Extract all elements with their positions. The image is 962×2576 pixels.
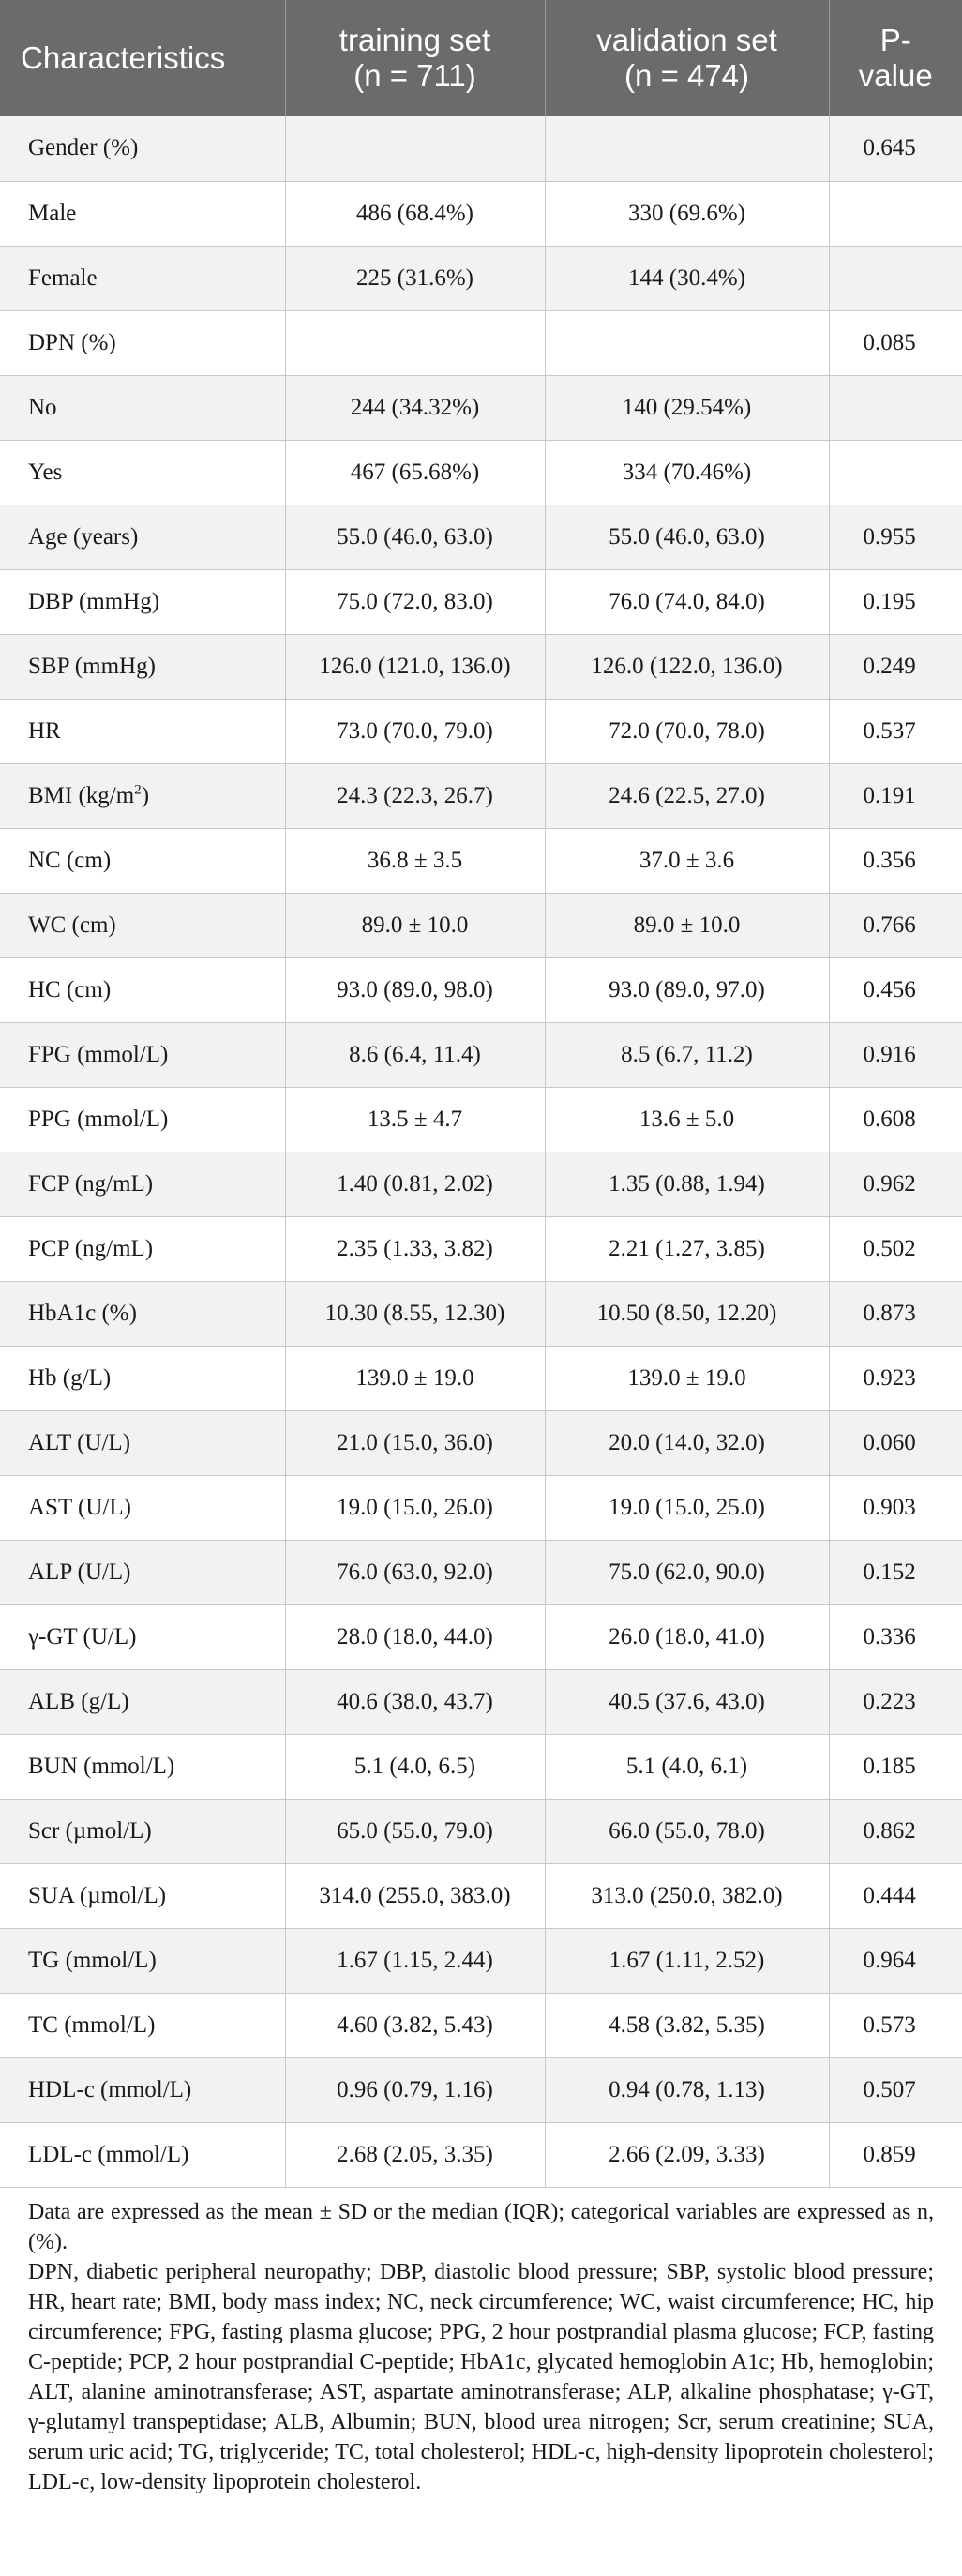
cell-training-value — [285, 1734, 545, 1799]
cell-p-value-text: 0.537 — [863, 717, 916, 744]
cell-validation-value-text: 4.58 (3.82, 5.35) — [609, 2011, 765, 2038]
cell-validation-value — [545, 1475, 829, 1540]
cell-characteristic — [0, 310, 285, 375]
cell-p-value — [829, 1540, 962, 1604]
table-row — [0, 1604, 962, 1669]
cell-p-value — [829, 1346, 962, 1410]
cell-p-value — [829, 1799, 962, 1863]
cell-characteristic — [0, 1475, 285, 1540]
cell-validation-value-text: 5.1 (4.0, 6.1) — [625, 1753, 748, 1779]
cell-characteristic-text: Hb (g/L) — [28, 1364, 112, 1391]
cell-characteristic-text: BUN (mmol/L) — [28, 1753, 175, 1779]
cell-training-value — [285, 634, 545, 699]
cell-p-value — [829, 1604, 962, 1669]
cell-training-value — [285, 1475, 545, 1540]
cell-characteristic-text: Female — [28, 264, 98, 291]
cell-validation-value — [545, 1993, 829, 2057]
cell-training-value-text: 1.67 (1.15, 2.44) — [337, 1947, 493, 1973]
cell-training-value-text: 4.60 (3.82, 5.43) — [337, 2011, 493, 2038]
cell-characteristic-text: HDL-c (mmol/L) — [28, 2076, 192, 2102]
cell-characteristic-text: ALT (U/L) — [28, 1429, 131, 1455]
table-row — [0, 1540, 962, 1604]
table-row — [0, 2057, 962, 2122]
cell-validation-value-text: 140 (29.54%) — [622, 394, 752, 420]
cell-p-value — [829, 893, 962, 957]
cell-validation-value — [545, 1928, 829, 1993]
cell-characteristic-text: HC (cm) — [28, 976, 112, 1002]
cell-training-value — [285, 1410, 545, 1475]
cell-p-value-text: 0.962 — [863, 1170, 916, 1197]
cell-characteristic-text: γ-GT (U/L) — [28, 1623, 137, 1650]
cell-characteristic-text: HR — [28, 717, 61, 744]
cell-training-value — [285, 893, 545, 957]
cell-p-value — [829, 828, 962, 893]
cell-training-value-text: 5.1 (4.0, 6.5) — [353, 1753, 476, 1779]
cell-p-value — [829, 1022, 962, 1087]
cell-validation-value-text: 20.0 (14.0, 32.0) — [609, 1429, 765, 1455]
table-row — [0, 1216, 962, 1281]
cell-characteristic-text: TC (mmol/L) — [28, 2011, 156, 2038]
cell-training-value — [285, 181, 545, 246]
table-row — [0, 1928, 962, 1993]
cell-training-value-text: 1.40 (0.81, 2.02) — [337, 1170, 493, 1197]
cell-p-value — [829, 246, 962, 310]
cell-validation-value-text: 40.5 (37.6, 43.0) — [609, 1688, 765, 1714]
cell-characteristic — [0, 1410, 285, 1475]
cell-training-value — [285, 116, 545, 181]
cell-characteristic — [0, 1152, 285, 1216]
cell-training-value-text: 36.8 ± 3.5 — [367, 847, 463, 873]
cell-characteristic — [0, 1022, 285, 1087]
cell-p-value — [829, 2122, 962, 2187]
cell-validation-value — [545, 893, 829, 957]
cell-training-value — [285, 699, 545, 763]
cell-p-value — [829, 1669, 962, 1734]
cell-training-value-text: 139.0 ± 19.0 — [355, 1364, 474, 1391]
cell-validation-value-text: 334 (70.46%) — [622, 459, 752, 485]
cell-characteristic — [0, 1087, 285, 1152]
cell-validation-value — [545, 1022, 829, 1087]
cell-validation-value — [545, 828, 829, 893]
table-footnotes — [0, 2188, 962, 2497]
table-row — [0, 828, 962, 893]
cell-p-value — [829, 634, 962, 699]
cell-characteristic-text: WC (cm) — [28, 911, 116, 938]
table-row — [0, 1346, 962, 1410]
table-body — [0, 116, 962, 2187]
table-row — [0, 246, 962, 310]
cell-validation-value-text: 19.0 (15.0, 25.0) — [609, 1494, 765, 1520]
table-row — [0, 1152, 962, 1216]
table-row — [0, 2122, 962, 2187]
cell-characteristic — [0, 763, 285, 828]
cell-validation-value — [545, 957, 829, 1022]
cell-p-value-text: 0.195 — [863, 588, 916, 614]
cell-training-value-text: 2.68 (2.05, 3.35) — [337, 2141, 493, 2167]
cell-training-value — [285, 1022, 545, 1087]
cell-training-value-text: 486 (68.4%) — [356, 200, 473, 226]
cell-validation-value — [545, 1346, 829, 1410]
cell-validation-value-text: 37.0 ± 3.6 — [639, 847, 735, 873]
abbreviations-note: DPN, diabetic peripheral neuropathy; DBP, diastolic blood pressure; SBP, systolic blood pressure; HR, heart rate; BMI, body mass index; NC, neck circumference; WC, waist circumference; HC, hip circumference; FPG, fasting plasma glucose; PPG, 2 hour postprandial plasma glucose; FCP, fasting C-peptide; PCP, 2 hour postprandial C-peptide; HbA1c, glycated hemoglobin A1c; Hb, hemoglobin; ALT, alanine aminotransferase; AST, aspartate aminotransferase; ALP, alkaline phosphatase; γ-GT, γ-glutamyl transpeptidase; ALB, Albumin; BUN, blood urea nitrogen; Scr, serum creatinine; SUA, serum uric acid; TG, triglyceride; TC, total cholesterol; HDL-c, high-density lipoprotein cholesterol; LDL-c, low-density lipoprotein cholesterol. — [28, 2259, 934, 2494]
cell-training-value — [285, 246, 545, 310]
cell-characteristic-text: Gender (%) — [28, 135, 139, 161]
unit-suffix: ) — [141, 782, 150, 808]
table-row — [0, 957, 962, 1022]
table-row — [0, 1087, 962, 1152]
cell-p-value — [829, 181, 962, 246]
table-row — [0, 440, 962, 505]
cell-training-value — [285, 2057, 545, 2122]
cell-p-value-text: 0.191 — [863, 782, 916, 808]
cell-validation-value-text: 89.0 ± 10.0 — [633, 911, 741, 938]
cell-characteristic — [0, 1799, 285, 1863]
cell-training-value-text: 10.30 (8.55, 12.30) — [324, 1300, 505, 1326]
table-row — [0, 1993, 962, 2057]
table-row — [0, 310, 962, 375]
cell-training-value-text: 126.0 (121.0, 136.0) — [319, 653, 511, 679]
cell-p-value-text: 0.356 — [863, 847, 916, 873]
cell-validation-value — [545, 116, 829, 181]
cell-characteristic-text: LDL-c (mmol/L) — [28, 2141, 189, 2167]
cell-characteristic-text: FPG (mmol/L) — [28, 1041, 169, 1067]
cell-p-value-text: 0.456 — [863, 976, 916, 1002]
cell-validation-value — [545, 763, 829, 828]
cell-p-value-text: 0.955 — [863, 523, 916, 550]
cell-characteristic — [0, 569, 285, 634]
cell-p-value — [829, 2057, 962, 2122]
cell-validation-value-text: 10.50 (8.50, 12.20) — [596, 1300, 777, 1326]
cell-characteristic — [0, 2122, 285, 2187]
cell-p-value — [829, 1863, 962, 1928]
cell-training-value-text: 225 (31.6%) — [356, 264, 473, 291]
cell-training-value — [285, 1216, 545, 1281]
cell-validation-value — [545, 246, 829, 310]
cell-p-value — [829, 957, 962, 1022]
header-p-value-text: P- value — [858, 23, 933, 93]
cell-p-value-text: 0.507 — [863, 2076, 916, 2102]
cell-training-value — [285, 1993, 545, 2057]
cell-characteristic — [0, 440, 285, 505]
cell-p-value — [829, 763, 962, 828]
table-row — [0, 375, 962, 440]
cell-training-value — [285, 1669, 545, 1734]
cell-characteristic — [0, 1734, 285, 1799]
cell-validation-value-text: 26.0 (18.0, 41.0) — [609, 1623, 765, 1650]
cell-validation-value-text: 13.6 ± 5.0 — [639, 1106, 735, 1132]
cell-characteristic — [0, 116, 285, 181]
cell-p-value — [829, 1475, 962, 1540]
cell-training-value-text: 0.96 (0.79, 1.16) — [337, 2076, 493, 2102]
cell-training-value — [285, 375, 545, 440]
cell-validation-value — [545, 440, 829, 505]
cell-training-value-text: 73.0 (70.0, 79.0) — [337, 717, 493, 744]
cell-validation-value — [545, 1087, 829, 1152]
cell-training-value — [285, 1863, 545, 1928]
cell-characteristic-text: TG (mmol/L) — [28, 1947, 157, 1973]
cell-p-value-text: 0.573 — [863, 2011, 916, 2038]
cell-training-value-text: 75.0 (72.0, 83.0) — [337, 588, 493, 614]
cell-p-value — [829, 440, 962, 505]
cell-characteristic — [0, 1993, 285, 2057]
cell-validation-value-text: 0.94 (0.78, 1.13) — [609, 2076, 765, 2102]
header-training-set-text: training set (n = 711) — [338, 23, 491, 93]
cell-training-value — [285, 1799, 545, 1863]
cell-training-value — [285, 1604, 545, 1669]
cell-validation-value — [545, 2057, 829, 2122]
cell-p-value — [829, 1216, 962, 1281]
cell-p-value-text: 0.085 — [863, 329, 916, 355]
cell-characteristic — [0, 505, 285, 569]
table-row — [0, 1281, 962, 1346]
cell-validation-value-text: 75.0 (62.0, 90.0) — [609, 1559, 765, 1585]
cell-validation-value-text: 330 (69.6%) — [628, 200, 745, 226]
cell-validation-value — [545, 1604, 829, 1669]
cell-training-value — [285, 440, 545, 505]
cell-validation-value-text: 72.0 (70.0, 78.0) — [609, 717, 765, 744]
cell-p-value — [829, 505, 962, 569]
cell-p-value-text: 0.766 — [863, 911, 916, 938]
cell-p-value — [829, 116, 962, 181]
cell-characteristic-text: No — [28, 394, 57, 420]
cell-p-value-text: 0.964 — [863, 1947, 916, 1973]
cell-training-value-text: 467 (65.68%) — [350, 459, 480, 485]
cell-validation-value-text: 1.35 (0.88, 1.94) — [609, 1170, 765, 1197]
cell-training-value — [285, 1540, 545, 1604]
table-row — [0, 1410, 962, 1475]
cell-characteristic — [0, 1928, 285, 1993]
cell-validation-value — [545, 1863, 829, 1928]
cell-training-value-text: 13.5 ± 4.7 — [367, 1106, 463, 1132]
cell-training-value — [285, 828, 545, 893]
cell-training-value — [285, 1928, 545, 1993]
cell-p-value — [829, 1152, 962, 1216]
cell-characteristic-text: ALP (U/L) — [28, 1559, 131, 1585]
cell-characteristic-text: Scr (µmol/L) — [28, 1817, 152, 1844]
cell-training-value-text: 21.0 (15.0, 36.0) — [337, 1429, 493, 1455]
cell-characteristic-text: SBP (mmHg) — [28, 653, 156, 679]
cell-validation-value — [545, 1281, 829, 1346]
cell-characteristic-text: AST (U/L) — [28, 1494, 131, 1520]
cell-validation-value-text: 24.6 (22.5, 27.0) — [609, 782, 765, 808]
cell-training-value — [285, 1152, 545, 1216]
cell-p-value-text: 0.223 — [863, 1688, 916, 1714]
cell-p-value — [829, 1087, 962, 1152]
cell-validation-value-text: 126.0 (122.0, 136.0) — [591, 653, 783, 679]
cell-validation-value-text: 2.21 (1.27, 3.85) — [609, 1235, 765, 1261]
cell-p-value — [829, 375, 962, 440]
cell-characteristic — [0, 1216, 285, 1281]
cell-training-value-text: 65.0 (55.0, 79.0) — [337, 1817, 493, 1844]
cell-p-value-text: 0.502 — [863, 1235, 916, 1261]
cell-training-value — [285, 505, 545, 569]
table-row — [0, 699, 962, 763]
cell-training-value-text: 314.0 (255.0, 383.0) — [319, 1882, 511, 1908]
cell-validation-value-text: 8.5 (6.7, 11.2) — [621, 1041, 753, 1067]
cell-characteristic — [0, 1281, 285, 1346]
cell-characteristic-text: PCP (ng/mL) — [28, 1235, 154, 1261]
header-p-value — [829, 0, 962, 116]
cell-p-value — [829, 569, 962, 634]
cell-characteristic — [0, 1863, 285, 1928]
table-row — [0, 893, 962, 957]
cell-characteristic-text: ALB (g/L) — [28, 1688, 129, 1714]
data-expression-note: Data are expressed as the mean ± SD or the median (IQR); categorical variables are expressed as n, (%). — [28, 2199, 934, 2254]
cell-validation-value — [545, 375, 829, 440]
cell-training-value-text: 244 (34.32%) — [350, 394, 480, 420]
cell-validation-value — [545, 310, 829, 375]
cell-training-value-text: 24.3 (22.3, 26.7) — [337, 782, 493, 808]
cell-validation-value-text: 66.0 (55.0, 78.0) — [609, 1817, 765, 1844]
cell-validation-value — [545, 505, 829, 569]
cell-characteristic-text: FCP (ng/mL) — [28, 1170, 154, 1197]
cell-training-value-text: 2.35 (1.33, 3.82) — [337, 1235, 493, 1261]
cell-characteristic — [0, 1540, 285, 1604]
cell-characteristic-text: HbA1c (%) — [28, 1300, 137, 1326]
cell-characteristic-text: DBP (mmHg) — [28, 588, 160, 614]
cell-p-value — [829, 1993, 962, 2057]
cell-p-value — [829, 1734, 962, 1799]
cell-p-value-text: 0.336 — [863, 1623, 916, 1650]
cell-training-value-text: 93.0 (89.0, 98.0) — [337, 976, 493, 1002]
cell-p-value-text: 0.903 — [863, 1494, 916, 1520]
cell-validation-value-text: 144 (30.4%) — [628, 264, 745, 291]
cell-characteristic — [0, 1346, 285, 1410]
cell-p-value-text: 0.923 — [863, 1364, 916, 1391]
cell-training-value — [285, 1087, 545, 1152]
table-row — [0, 569, 962, 634]
cell-training-value — [285, 1281, 545, 1346]
cell-training-value — [285, 1346, 545, 1410]
cell-validation-value — [545, 1152, 829, 1216]
table-row — [0, 763, 962, 828]
cell-p-value — [829, 1410, 962, 1475]
cell-p-value-text: 0.185 — [863, 1753, 916, 1779]
cell-characteristic — [0, 375, 285, 440]
cell-characteristic-text: NC (cm) — [28, 847, 112, 873]
cell-validation-value-text: 139.0 ± 19.0 — [627, 1364, 746, 1391]
cell-characteristic — [0, 1604, 285, 1669]
cell-p-value-text: 0.249 — [863, 653, 916, 679]
cell-p-value-text: 0.152 — [863, 1559, 916, 1585]
cell-validation-value — [545, 569, 829, 634]
cell-p-value-text: 0.060 — [863, 1429, 916, 1455]
cell-characteristic — [0, 2057, 285, 2122]
cell-validation-value — [545, 1216, 829, 1281]
table-row — [0, 1475, 962, 1540]
cell-characteristic — [0, 246, 285, 310]
cell-validation-value-text: 313.0 (250.0, 382.0) — [591, 1882, 783, 1908]
cell-characteristic-text: Male — [28, 200, 77, 226]
header-training-set — [285, 0, 545, 116]
cell-training-value-text: 8.6 (6.4, 11.4) — [349, 1041, 481, 1067]
table-row — [0, 181, 962, 246]
table-row — [0, 1799, 962, 1863]
table-row — [0, 1734, 962, 1799]
cell-training-value — [285, 569, 545, 634]
cell-characteristic-text: BMI (kg/m — [28, 782, 135, 808]
table-row — [0, 1669, 962, 1734]
cell-characteristic — [0, 957, 285, 1022]
cell-training-value-text: 55.0 (46.0, 63.0) — [337, 523, 493, 550]
cell-training-value — [285, 2122, 545, 2187]
cell-training-value — [285, 957, 545, 1022]
header-characteristics-text: Characteristics — [21, 40, 226, 75]
cell-validation-value-text: 2.66 (2.09, 3.33) — [609, 2141, 765, 2167]
cell-training-value-text: 40.6 (38.0, 43.7) — [337, 1688, 493, 1714]
cell-p-value-text: 0.645 — [863, 135, 916, 161]
cell-characteristic — [0, 828, 285, 893]
cell-validation-value — [545, 1540, 829, 1604]
cell-validation-value — [545, 181, 829, 246]
cell-training-value — [285, 763, 545, 828]
cell-characteristic-text: PPG (mmol/L) — [28, 1106, 169, 1132]
cell-training-value — [285, 310, 545, 375]
cell-characteristic-text: Yes — [28, 459, 63, 485]
cell-characteristic-text: Age (years) — [28, 523, 139, 550]
cell-p-value — [829, 1281, 962, 1346]
cell-validation-value — [545, 1410, 829, 1475]
cell-validation-value — [545, 1799, 829, 1863]
cell-p-value-text: 0.873 — [863, 1300, 916, 1326]
table-row — [0, 505, 962, 569]
cell-validation-value-text: 93.0 (89.0, 97.0) — [609, 976, 765, 1002]
cell-p-value-text: 0.862 — [863, 1817, 916, 1844]
table-row — [0, 1022, 962, 1087]
cell-p-value-text: 0.444 — [863, 1882, 916, 1908]
cell-characteristic — [0, 634, 285, 699]
unit-superscript: 2 — [134, 782, 142, 798]
cell-characteristic — [0, 181, 285, 246]
cell-validation-value-text: 55.0 (46.0, 63.0) — [609, 523, 765, 550]
header-characteristics — [0, 0, 285, 116]
cell-validation-value — [545, 1734, 829, 1799]
cell-characteristic — [0, 1669, 285, 1734]
cell-characteristic — [0, 699, 285, 763]
table-header — [0, 0, 962, 116]
cell-training-value-text: 19.0 (15.0, 26.0) — [337, 1494, 493, 1520]
cell-training-value-text: 89.0 ± 10.0 — [361, 911, 469, 938]
cell-p-value-text: 0.916 — [863, 1041, 916, 1067]
cell-p-value — [829, 1928, 962, 1993]
header-validation-set-text: validation set (n = 474) — [596, 23, 777, 93]
cell-p-value — [829, 310, 962, 375]
cell-training-value-text: 76.0 (63.0, 92.0) — [337, 1559, 493, 1585]
cell-validation-value-text: 1.67 (1.11, 2.52) — [609, 1947, 765, 1973]
cell-characteristic-text: DPN (%) — [28, 329, 116, 355]
cell-validation-value — [545, 699, 829, 763]
table-row — [0, 1863, 962, 1928]
cell-validation-value — [545, 2122, 829, 2187]
cell-p-value — [829, 699, 962, 763]
cell-p-value-text: 0.859 — [863, 2141, 916, 2167]
cell-characteristic — [0, 893, 285, 957]
header-validation-set — [545, 0, 829, 116]
cell-validation-value-text: 76.0 (74.0, 84.0) — [609, 588, 765, 614]
cell-validation-value — [545, 634, 829, 699]
cell-training-value-text: 28.0 (18.0, 44.0) — [337, 1623, 493, 1650]
cell-p-value-text: 0.608 — [863, 1106, 916, 1132]
table-row — [0, 634, 962, 699]
header-row — [0, 0, 962, 116]
cell-characteristic-text: SUA (µmol/L) — [28, 1882, 167, 1908]
cell-validation-value — [545, 1669, 829, 1734]
table-row — [0, 116, 962, 181]
